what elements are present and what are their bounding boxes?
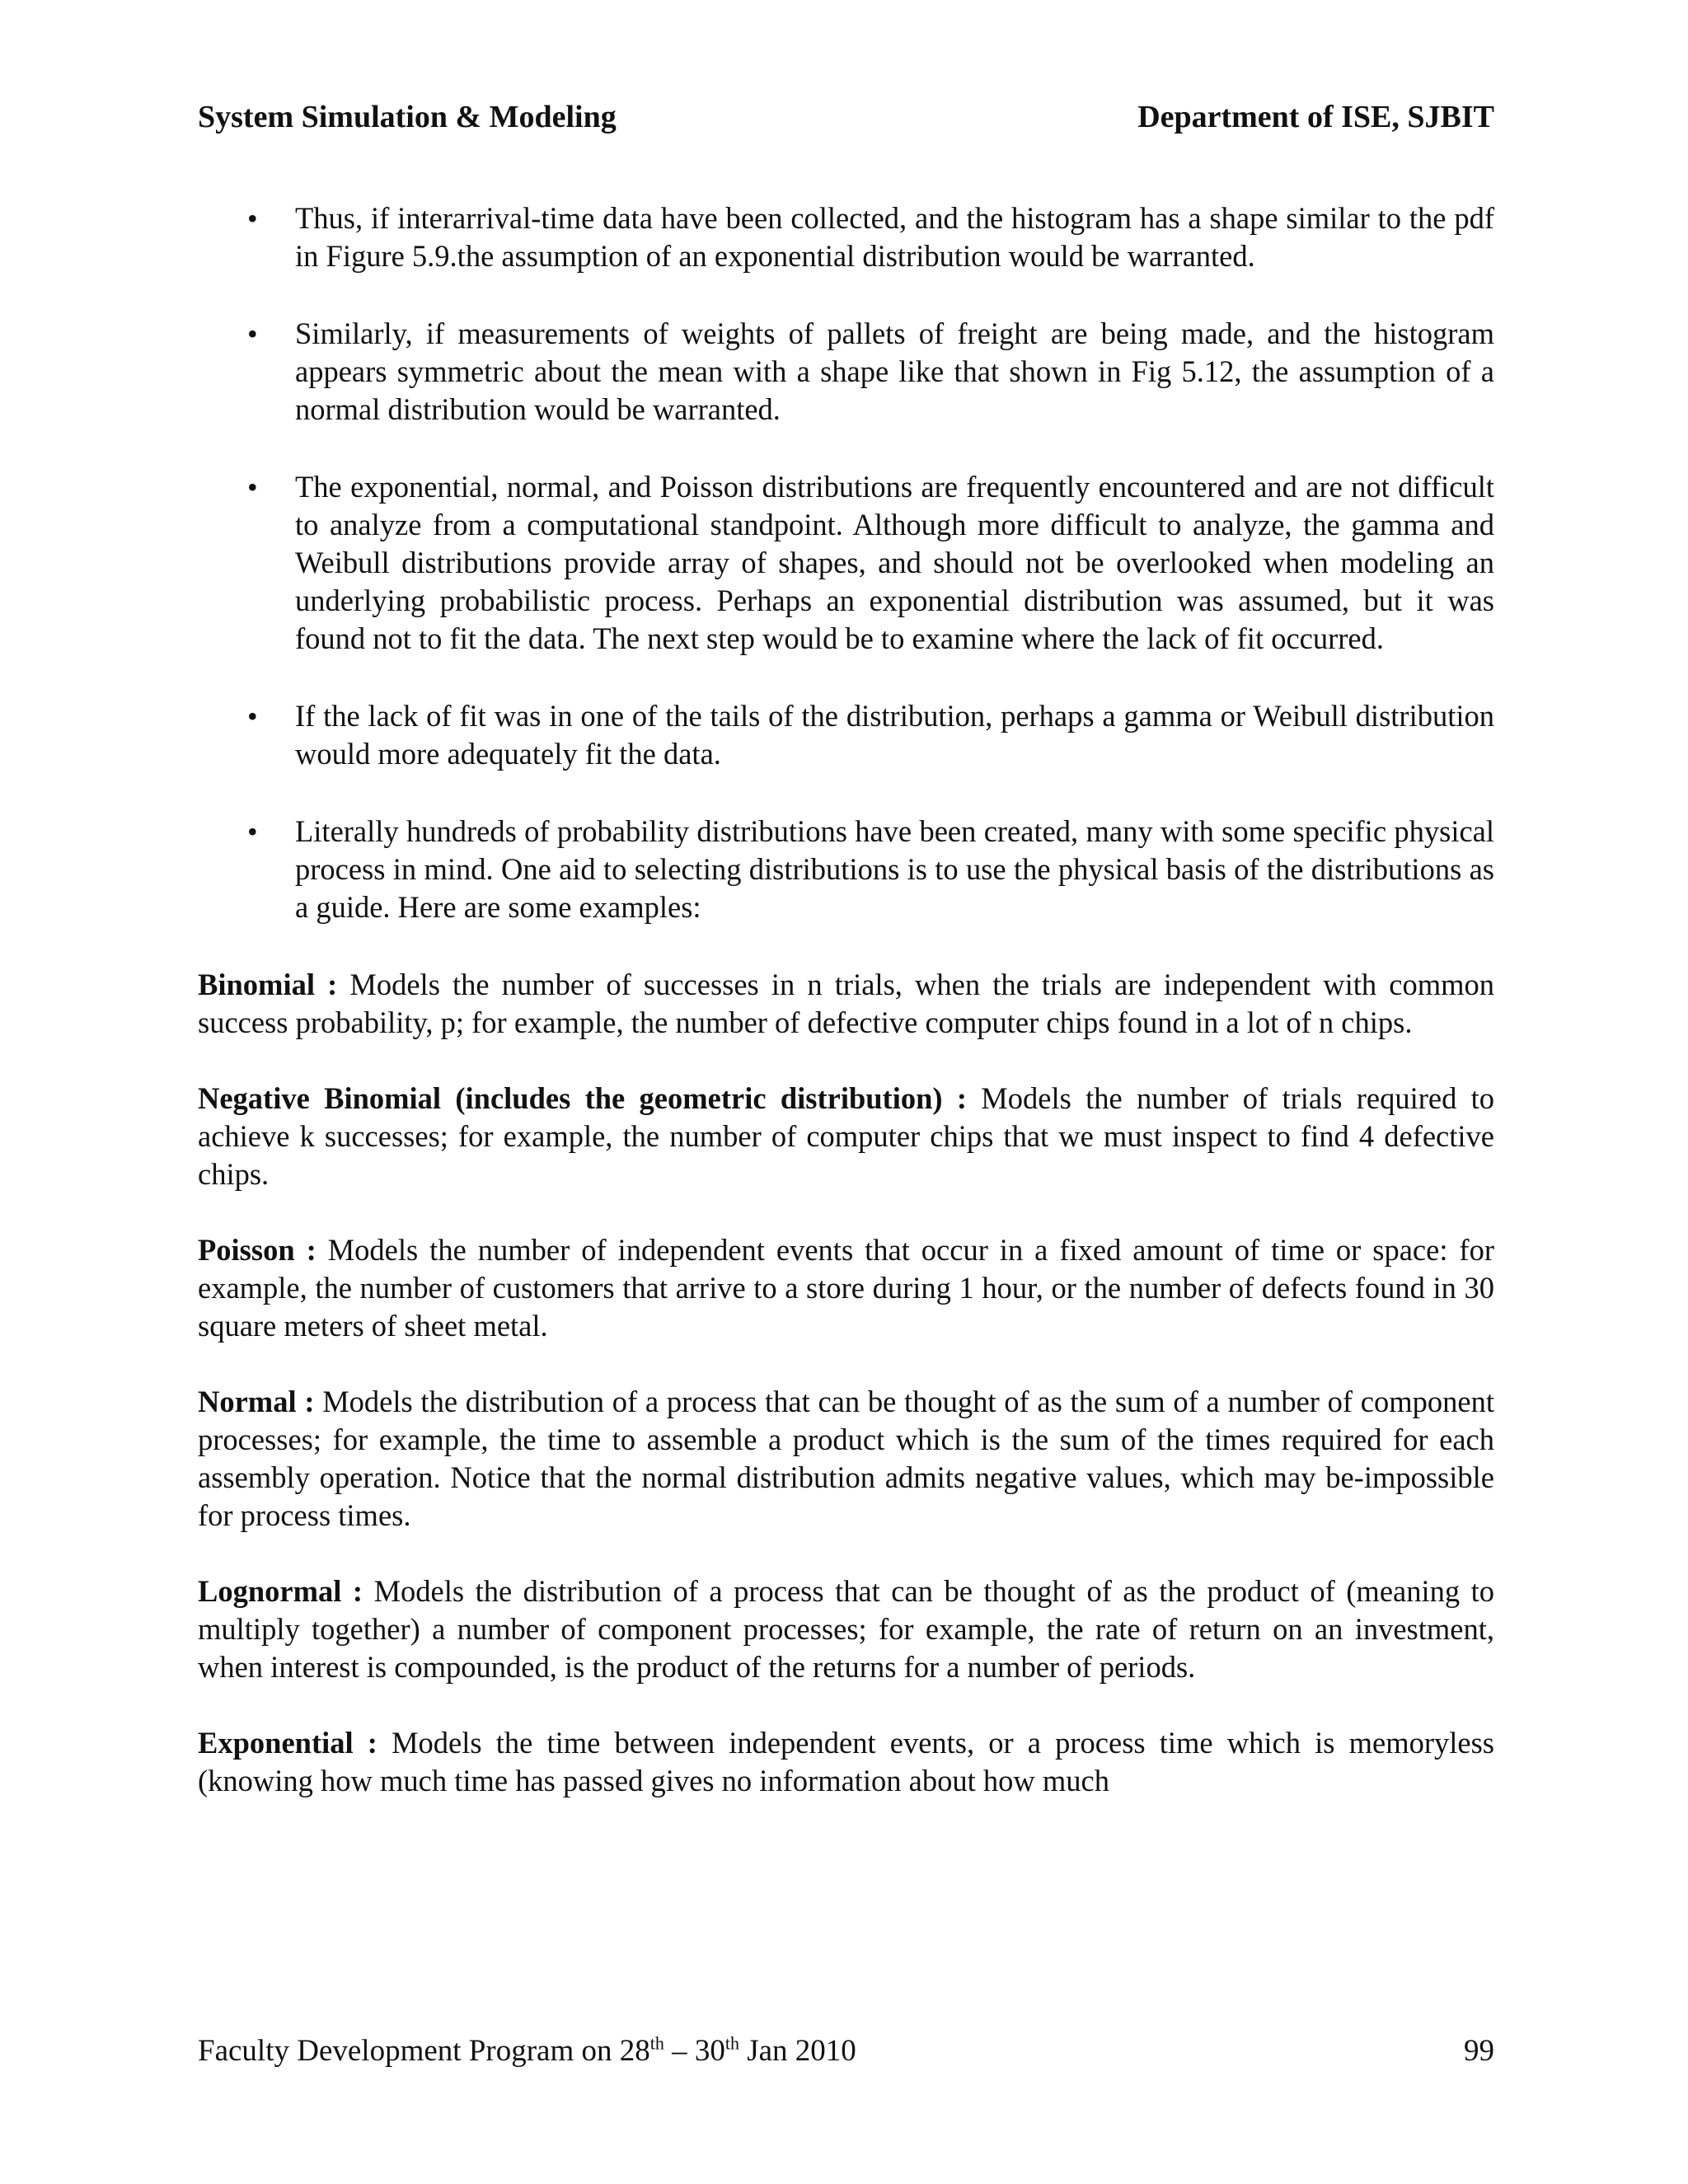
header-department: Department of ISE, SJBIT (1137, 100, 1494, 134)
bullet-icon: • (247, 700, 258, 733)
page-header (198, 97, 1494, 137)
bullet-list (198, 199, 1494, 926)
definition-poisson (198, 1231, 1494, 1345)
bullet-item (198, 199, 1494, 275)
definition-term: Lognormal : (198, 1574, 363, 1608)
bullet-item (198, 697, 1494, 773)
definition-text: Models the number of independent events that occur in a fixed amount of time or space: for example, the number of customers that arrive to a store during 1 hour, or the number of defects found in 30 square meters of sheet metal. (198, 1233, 1494, 1343)
footer-superscript: th (649, 2032, 664, 2054)
bullet-icon: • (247, 471, 258, 504)
footer-program (198, 2032, 856, 2070)
footer-superscript: th (724, 2032, 739, 2054)
bullet-item (198, 813, 1494, 926)
definition-term: Poisson : (198, 1233, 316, 1267)
page-number: 99 (1464, 2034, 1494, 2068)
definition-term: Negative Binomial (includes the geometric distribution) : (198, 1081, 968, 1115)
bullet-item (198, 468, 1494, 658)
bullet-text: Similarly, if measurements of weights of pallets of freight are being made, and the histogram appears symmetric about the mean with a shape like that shown in Fig 5.12, the assumption of a normal distribution would be warranted. (295, 316, 1494, 426)
page-footer (198, 2032, 1494, 2070)
bullet-text: If the lack of fit was in one of the tails of the distribution, perhaps a gamma or Weibull distribution would more adequately fit the data. (295, 699, 1494, 771)
bullet-icon: • (247, 202, 258, 235)
definition-term: Normal : (198, 1385, 315, 1418)
bullet-icon: • (247, 317, 258, 350)
footer-program-dash: – 30 (663, 2034, 725, 2068)
bullet-text: Literally hundreds of probability distributions have been created, many with some specific physical process in mind. One aid to selecting distributions is to use the physical basis of the distributions as a guide. Here are some examples: (295, 814, 1494, 924)
definition-text: Models the number of trials required to achieve k successes; for example, the number of computer chips that we must inspect to find 4 defective chips. (198, 1081, 1495, 1191)
bullet-text: Thus, if interarrival-time data have been collected, and the histogram has a shape similar to the pdf in Figure 5.9.the assumption of an exponential distribution would be warranted. (295, 201, 1494, 273)
definition-text: Models the distribution of a process that can be thought of as the sum of a number of component processes; for example, the time to assemble a product which is the sum of the times required for each assembly operation. Notice that the normal distribution admits negative values, which may be-impossible for process times. (198, 1385, 1494, 1532)
definition-text: Models the distribution of a process that can be thought of as the product of (meaning to multiply together) a number of component processes; for example, the rate of return on an investment, when interest is compounded, is the product of the returns for a number of periods. (198, 1574, 1495, 1684)
bullet-text: The exponential, normal, and Poisson distributions are frequently encountered and are not difficult to analyze from a computational standpoint. Although more difficult to analyze, the gamma and Weibull distributions provide array of shapes, and should not be overlooked when modeling an underlying probabilistic process. Perhaps an exponential distribution was assumed, but it was found not to fit the data. The next step would be to examine where the lack of fit occurred. (295, 470, 1494, 655)
definition-lognormal (198, 1572, 1494, 1686)
definition-term: Binomial : (198, 968, 338, 1001)
bullet-item (198, 315, 1494, 429)
document-page (198, 0, 1494, 2184)
bullet-icon: • (247, 815, 258, 848)
definition-exponential (198, 1724, 1494, 1800)
definition-negative-binomial (198, 1080, 1494, 1193)
footer-program-prefix: Faculty Development Program on 28 (198, 2034, 650, 2068)
definition-term: Exponential : (198, 1726, 377, 1760)
definition-text: Models the time between independent events, or a process time which is memoryless (knowing how much time has passed gives no information about how much (198, 1726, 1494, 1797)
definition-binomial (198, 966, 1494, 1042)
definition-text: Models the number of successes in n trials, when the trials are independent with common success probability, p; for example, the number of defective computer chips found in a lot of n chips. (198, 968, 1494, 1039)
definition-normal (198, 1383, 1494, 1535)
page-body (198, 199, 1494, 1838)
footer-program-suffix: Jan 2010 (738, 2034, 856, 2068)
header-course-title: System Simulation & Modeling (198, 100, 617, 134)
